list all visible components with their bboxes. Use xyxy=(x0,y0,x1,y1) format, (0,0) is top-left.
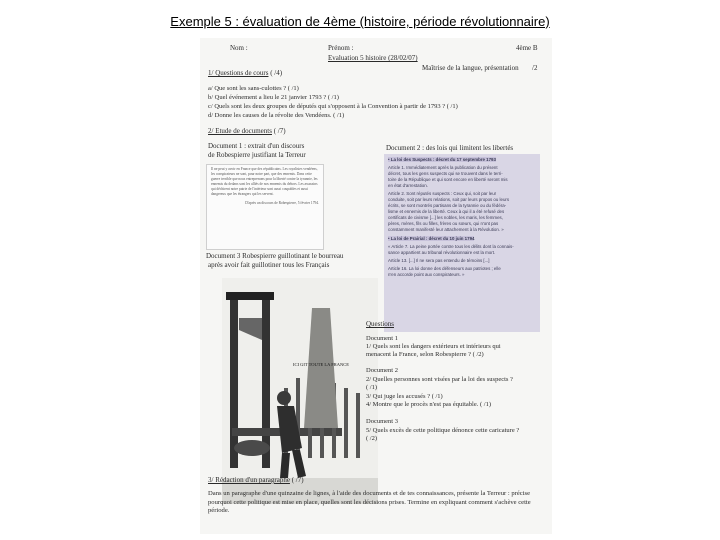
doc2-line: décret, tous les gens suspects qui se trouvent dans le terri- xyxy=(388,171,503,176)
doc2-line: en état d'arrestation. xyxy=(388,183,428,188)
question-a: a/ Que sont les sans-culottes ? ( /1) xyxy=(208,85,299,92)
worksheet xyxy=(200,38,552,534)
maitrise-label: Maîtrise de la langue, présentation xyxy=(422,64,519,72)
doc2-line: n'en accorde point aux conspirateurs. » xyxy=(388,272,465,277)
question-b: b/ Quel événement a lieu le 21 janvier 1793 ? ( /1) xyxy=(208,94,339,101)
evaluation-label: Evaluation 5 histoire (28/02/07) xyxy=(328,54,418,62)
question-line: ( /1) xyxy=(366,384,378,391)
part3-instructions: Dans un paragraphe d'une quinzaine de lignes, à l'aide des documents et de tes connaissances, présente la Terreur : précise pourquoi cette politique est mise en place, quelles sont les décisions prises. Termine en expliquant comment s'achève cette période. xyxy=(208,490,531,514)
question-d: d/ Donne les causes de la révolte des Vendéens. ( /1) xyxy=(208,112,345,119)
doc1-excerpt: Il ne peut y avoir en France que des républicains. Les royalistes vendéens, les conspirateurs ne sont, pour notre part, que des ennemis. Dans cette guerre terrible que nous entreprenons pour la liberté contre la tyrannie, les ennemis du dedans sont les alliés de nos ennemis du dehors. Les assassins qui déchirent notre patrie de l'intérieur sont aussi coupables et aussi dangereux que les étrangers qui les servent. xyxy=(211,167,318,196)
doc3-title-line2: après avoir fait guillotiner tous les Français xyxy=(208,261,330,269)
prenom-label: Prénom : xyxy=(328,44,354,52)
questions-heading: Questions xyxy=(366,320,394,328)
question-line: 4/ Montre que le procès n'est pas équitable. ( /1) xyxy=(366,401,491,408)
doc2-line: Article 13. [...] Il ne sera pas entendu de témoins [...] xyxy=(388,258,490,263)
doc1-source: D'après un discours de Robespierre, 5 février 1794. xyxy=(245,201,319,205)
doc3-title-line1: Document 3 Robespierre guillotinant le bourreau xyxy=(206,252,344,260)
doc2-line: certificats de civisme [...] les nobles, les maris, les femmes, xyxy=(388,215,503,220)
question-line: 3/ Qui juge les accusés ? ( /1) xyxy=(366,393,443,400)
doc2-title: Document 2 : des lois qui limitent les libertés xyxy=(386,144,514,152)
part1-heading: 1/ Questions de cours ( /4) xyxy=(208,69,283,77)
doc2-line: lisme et ennemis de la liberté. Ceux à qui il a été refusé des xyxy=(388,209,505,214)
doc1-title-line2: de Robespierre justifiant la Terreur xyxy=(208,151,306,159)
doc2-line: • La loi des Suspects : décret du 17 septembre 1793 xyxy=(388,157,496,162)
doc2-line: constamment manifesté leur attachement à la Révolution. » xyxy=(388,227,504,232)
guillotine-post-left xyxy=(230,298,238,468)
doc2-line: Article 2. Sont réputés suspects : Ceux qui, soit par leur xyxy=(388,191,497,196)
doc2-line: « Article 7. La peine portée contre tous les délits dont la connais- xyxy=(388,244,514,249)
doc2-line: écrits, se sont montrés partisans de la tyrannie ou du fédéra- xyxy=(388,203,507,208)
doc1-title-line1: Document 1 : extrait d'un discours xyxy=(208,142,305,150)
doc2-line: sance appartient au tribunal révolutionnaire est la mort. xyxy=(388,250,496,255)
doc2-line: Article 1. Immédiatement après la publication du présent xyxy=(388,165,498,170)
doc2-line: Article 16. La loi donne des défenseurs aux patriotes ; elle xyxy=(388,266,501,271)
question-line: menacent la France, selon Robespierre ? ( /2) xyxy=(366,351,484,358)
doc2-line: conduite, soit par leurs relations, soit par leurs propos ou leurs xyxy=(388,197,510,202)
question-line: ( /2) xyxy=(366,435,378,442)
question-line: 1/ Quels sont les dangers extérieurs et intérieurs qui xyxy=(366,343,501,350)
slide-title-text: Exemple 5 : évaluation de 4ème (histoire, période révolutionnaire) xyxy=(170,14,550,29)
question-c: c/ Quels sont les deux groupes de députés qui s'opposent à la Convention à partir de 1793 ? ( /1) xyxy=(208,103,458,110)
obelisk-caption: ICI GIT TOUTE LA FRANCE xyxy=(292,362,350,367)
question-line: Document 2 xyxy=(366,367,398,374)
doc2-line: pères, mères, fils ou filles, frères ou sœurs, qui n'ont pas xyxy=(388,221,499,226)
doc1-excerpt-box xyxy=(206,164,324,250)
robespierre-caricature-illustration xyxy=(222,278,378,504)
doc2-line: • La loi de Prairial : décret du 10 juin 1794 xyxy=(388,236,475,241)
doc2-line: toire de la République et qui sont encore en liberté seront mis xyxy=(388,177,508,182)
classe-label: 4ème B xyxy=(516,44,538,52)
doc2-box xyxy=(384,154,540,332)
question-line: 2/ Quelles personnes sont visées par la loi des suspects ? xyxy=(366,376,513,383)
question-line: Document 1 xyxy=(366,335,398,342)
part2-heading: 2/ Etude de documents ( /7) xyxy=(208,127,286,135)
nom-label: Nom : xyxy=(230,44,248,52)
part3-heading: 3/ Rédaction d'un paragraphe ( /7) xyxy=(208,476,304,484)
slide-title xyxy=(0,14,720,29)
maitrise-points: /2 xyxy=(532,64,538,72)
question-line: 5/ Quels excès de cette politique dénonce cette caricature ? xyxy=(366,427,520,434)
question-line: Document 3 xyxy=(366,418,398,425)
